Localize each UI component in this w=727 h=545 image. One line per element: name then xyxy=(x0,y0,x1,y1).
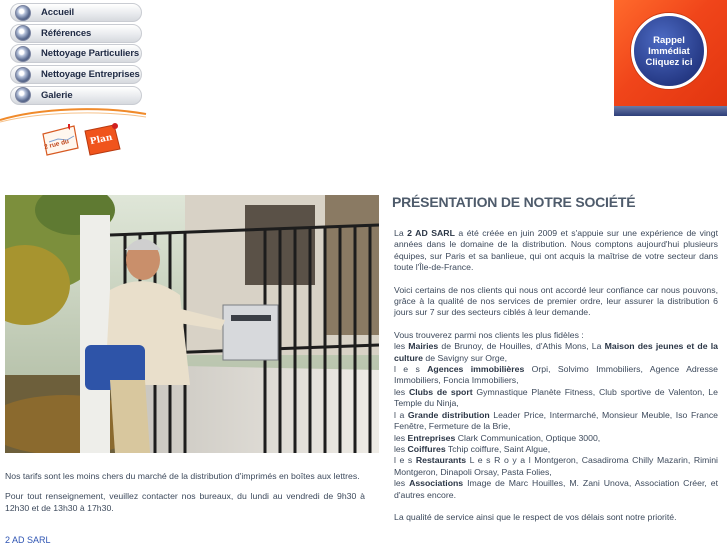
client-names: les xyxy=(394,478,410,489)
pricing-text xyxy=(5,470,365,522)
client-line xyxy=(394,341,718,364)
nav-item-label: Nettoyage Particuliers xyxy=(41,48,140,60)
nav-item-label: Galerie xyxy=(41,89,73,101)
client-category: Maison des jeunes et de la culture xyxy=(394,341,718,363)
client-names: Leader Price, Intermarché, Monsieur Meuble, Iso France Fenêtre, Fermeture de la Brie, xyxy=(394,409,718,432)
callback-button[interactable] xyxy=(631,13,707,89)
company-link[interactable]: 2 AD SARL xyxy=(5,535,51,545)
client-names: L e s R o y a l Montgeron, Casadiroma Chilly Mazarin, Rimini Montgeron, Dinapoli Orsay, Pasta Folies, xyxy=(394,455,718,477)
client-names: les xyxy=(394,386,409,397)
nav-item-nettoyage-entreprises[interactable] xyxy=(10,65,142,84)
client-list xyxy=(394,341,718,501)
main-nav xyxy=(10,3,142,106)
nav-bullet-icon xyxy=(15,25,31,41)
client-category: Restaurants xyxy=(415,455,467,466)
distributor-photo xyxy=(5,195,379,453)
client-names: les xyxy=(394,341,409,352)
client-line xyxy=(394,410,718,433)
client-line xyxy=(394,364,718,387)
contact-paragraph: Pour tout renseignement, veuillez contacter nos bureaux, du lundi au vendredi de 9h30 à 12h30 et de 13h30 à 17h30. xyxy=(5,491,365,513)
client-names: l e s xyxy=(394,364,428,375)
nav-bullet-icon xyxy=(15,87,31,103)
client-names: Clark Communication, Optique 3000, xyxy=(455,432,601,443)
client-category: Coiffures xyxy=(407,443,446,454)
client-category: Entreprises xyxy=(407,432,456,443)
client-names: Orpi, Solvimo Immobiliers, Agence Adresse Immobiliers, Foncia Immobiliers, xyxy=(394,364,718,386)
client-names: Gymnastique Planète Fitness, Club sportive de Valenton, Le Temple du Ninja, xyxy=(394,386,718,409)
client-category: Agences immobilières xyxy=(427,364,525,375)
nav-item-label: Accueil xyxy=(41,7,75,18)
nav-bullet-icon xyxy=(15,46,31,62)
client-line xyxy=(394,433,718,444)
client-line xyxy=(394,478,718,501)
client-names: Tchip coiffure, Saint Algue, xyxy=(445,443,551,454)
nav-item-label: Nettoyage Entreprises xyxy=(41,69,140,81)
client-names: les xyxy=(394,432,408,443)
callback-line-2: Immédiat xyxy=(648,45,690,57)
nav-item-nettoyage-particuliers[interactable] xyxy=(10,44,142,63)
client-names: l e s xyxy=(394,455,416,466)
plan-label: Plan xyxy=(89,132,114,148)
client-names: de Brunoy, de Houilles, d'Athis Mons, La xyxy=(438,341,605,352)
closing-paragraph: La qualité de service ainsi que le respect de vos délais sont notre priorité. xyxy=(394,511,677,522)
company-name: 2 AD SARL xyxy=(407,228,455,238)
intro-paragraph: La 2 AD SARL a été créée en juin 2009 et s'appuie sur une expérience de vingt années dans le domaine de la distribution. Nous comptons aujourd'hui plusieurs équipes, sur Paris et sa banlieue, qui ont acquis la maîtrise de votre secteur dans toute l'Île-de-France. xyxy=(394,228,718,273)
pricing-paragraph: Nos tarifs sont les moins chers du marché de la distribution d'imprimés en boîtes aux lettres. xyxy=(5,471,360,481)
client-line xyxy=(394,455,718,478)
nav-bullet-icon xyxy=(15,67,31,83)
clients-intro: Vous trouverez parmi nos clients les plus fidèles : xyxy=(394,329,584,340)
nav-bullet-icon xyxy=(15,5,31,21)
nav-item-references[interactable] xyxy=(10,24,142,43)
callback-line-3: Cliquez ici xyxy=(645,56,693,68)
map-icon-label: 2 rue du xyxy=(43,138,70,151)
callback-line-1: Rappel xyxy=(653,34,685,46)
nav-item-accueil[interactable] xyxy=(10,3,142,22)
client-category: Clubs de sport xyxy=(408,386,473,397)
client-category: Mairies xyxy=(408,341,439,352)
client-names: l a xyxy=(394,409,408,420)
callback-banner-bar xyxy=(614,106,727,116)
presentation-text xyxy=(394,228,718,523)
callback-banner[interactable] xyxy=(614,0,727,106)
client-names: Image de Marc Houilles, M. Zani Unova, Association Créer, et d'autres encore. xyxy=(394,478,718,500)
page-title: PRÉSENTATION DE NOTRE SOCIÉTÉ xyxy=(392,194,636,210)
client-line xyxy=(394,444,718,455)
nav-item-label: Références xyxy=(41,27,92,39)
trust-paragraph: Voici certains de nos clients qui nous ont accordé leur confiance car nous pouvons, grâce à la qualité de nos services de premier ordre, leur assurer la distribution 6 jours sur 7 sur des secteurs ciblés à leur demande. xyxy=(394,284,718,318)
client-names: les xyxy=(394,443,408,454)
client-line xyxy=(394,387,718,410)
client-category: Grande distribution xyxy=(407,409,490,420)
client-names: de Savigny sur Orge, xyxy=(422,352,507,363)
nav-item-galerie[interactable] xyxy=(10,86,142,105)
client-category: Associations xyxy=(409,478,464,489)
